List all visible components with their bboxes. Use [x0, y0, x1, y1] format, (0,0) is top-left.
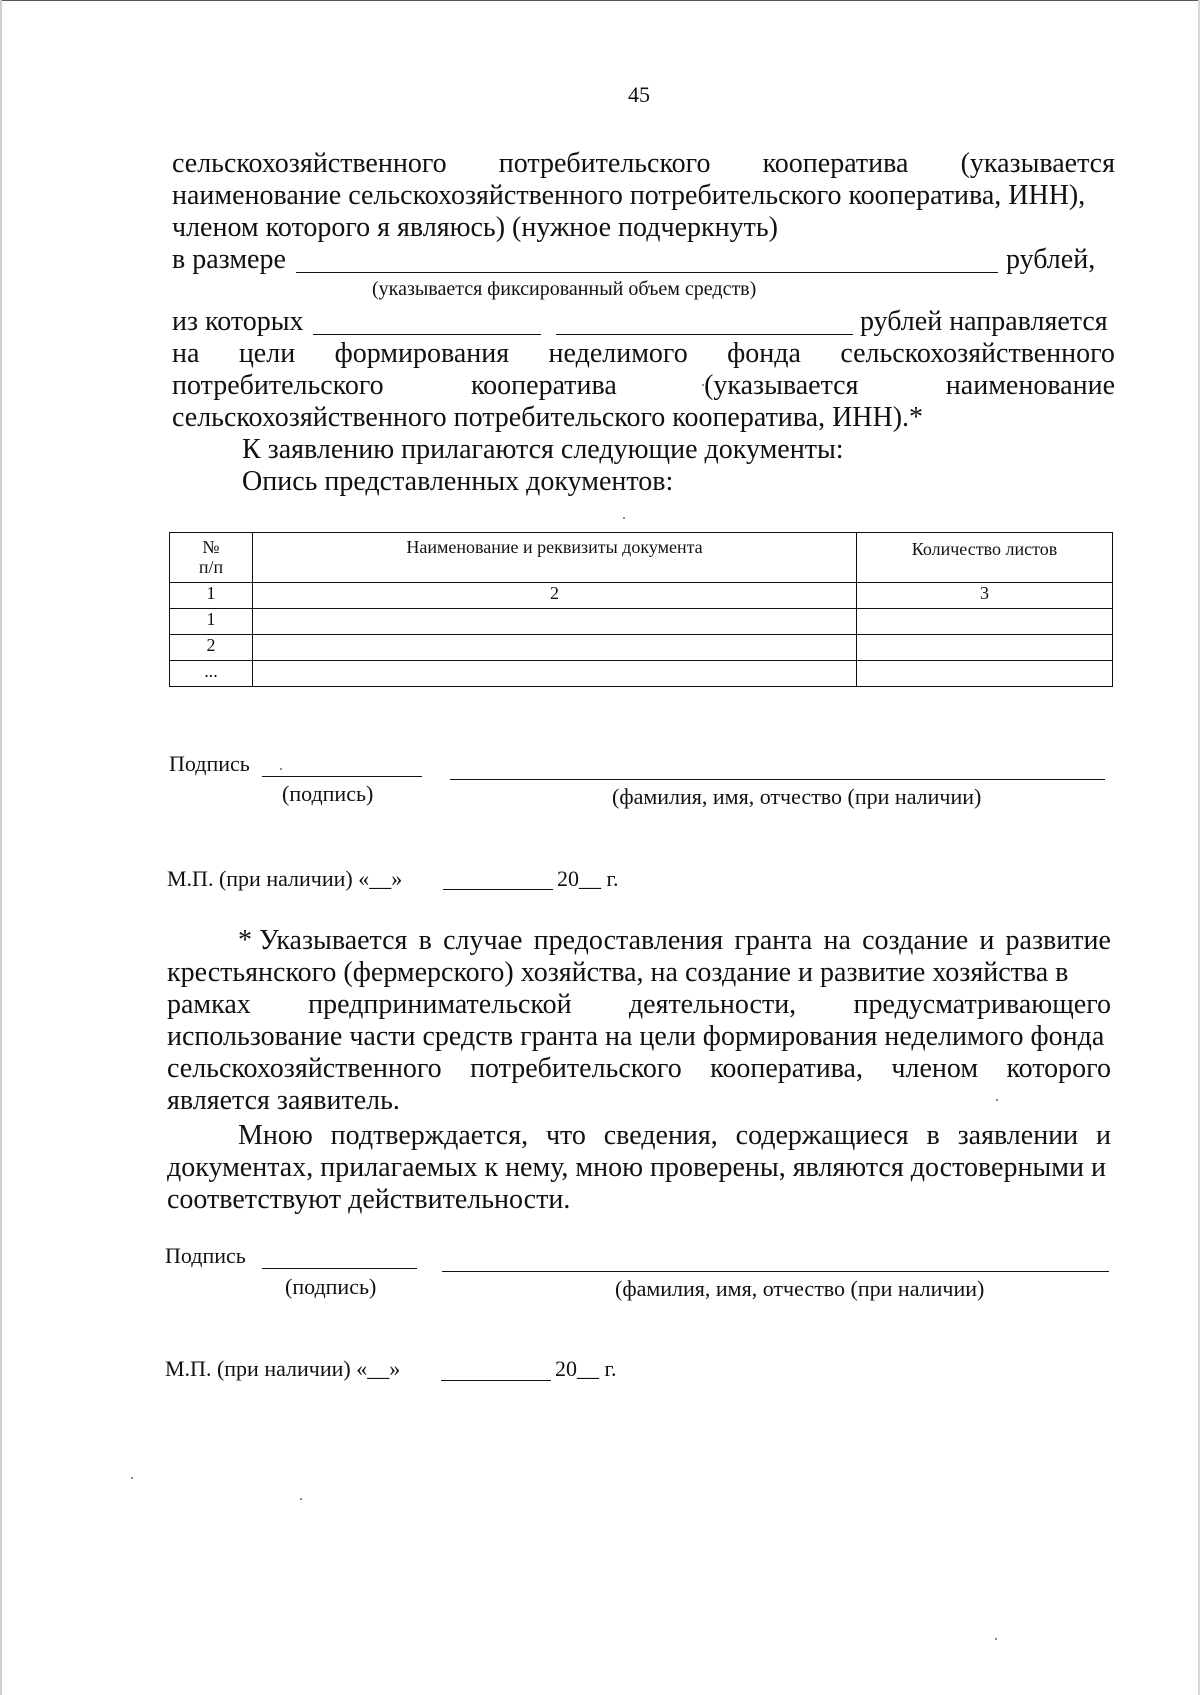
scan-speck — [995, 1638, 997, 1640]
table-cell: 1 — [170, 583, 253, 609]
confirmation-line-2: документах, прилагаемых к нему, мною проверены, являются достоверными и — [167, 1152, 1106, 1183]
word: сельскохозяйственного — [167, 1053, 442, 1084]
word: потребительского — [498, 148, 711, 179]
word: наименование — [945, 370, 1115, 401]
paragraph-1-line-2: наименование сельскохозяйственного потребительского кооператива, ИНН), — [172, 180, 1086, 211]
footnote-line-4: использование части средств гранта на цели формирования неделимого фонда — [167, 1021, 1105, 1052]
word: (указывается — [960, 148, 1115, 179]
scan-speck — [702, 384, 704, 386]
signature-2-label: Подпись — [165, 1243, 246, 1268]
word: Мною — [238, 1120, 313, 1151]
word: случае — [443, 925, 523, 956]
word: членом — [891, 1053, 979, 1084]
scan-edge-top — [0, 0, 1200, 1]
word: и — [1095, 1120, 1111, 1151]
word: в — [926, 1120, 940, 1151]
table-cell: 2 — [253, 583, 857, 609]
word: и — [979, 925, 995, 956]
table-cell — [857, 635, 1113, 661]
header-number — [170, 533, 253, 583]
word: содержащиеся — [735, 1120, 909, 1151]
word: потребительского — [172, 370, 384, 401]
table-row — [170, 635, 1113, 661]
scan-speck — [996, 1099, 998, 1101]
header-number-line-1: № — [202, 537, 220, 557]
word: цели — [238, 338, 296, 369]
word: гранта — [734, 925, 813, 956]
word: деятельности, — [628, 989, 797, 1020]
table-header-row — [170, 533, 1113, 583]
table-cell — [253, 635, 857, 661]
share-blank-line-1 — [313, 334, 541, 335]
stamp-2-date-line — [441, 1380, 551, 1381]
stamp-1-year: 20__ г. — [557, 866, 619, 891]
share-blank-line-2 — [556, 334, 853, 335]
scan-edge-left — [0, 0, 2, 1695]
word: предусматривающего — [853, 989, 1111, 1020]
signature-1-hint: (подпись) — [282, 781, 374, 806]
word: подтверждается, — [330, 1120, 529, 1151]
share-line-3 — [172, 370, 1115, 402]
signature-2-name-hint: (фамилия, имя, отчество (при наличии) — [615, 1276, 985, 1301]
table-row — [170, 609, 1113, 635]
word: в — [418, 925, 432, 956]
word: на — [172, 338, 200, 369]
stamp-2-text: М.П. (при наличии) «__» — [165, 1356, 401, 1381]
word: (указывается — [704, 370, 859, 401]
paragraph-1-line-1 — [172, 148, 1115, 180]
footnote-line-2: крестьянского (фермерского) хозяйства, на создание и развитие хозяйства в — [167, 957, 1069, 988]
signature-1-line — [262, 776, 422, 777]
table-cell — [857, 661, 1113, 687]
table-cell: 1 — [170, 609, 253, 635]
confirmation-line-3: соответствуют действительности. — [167, 1184, 571, 1215]
confirmation-line-1 — [238, 1120, 1111, 1152]
scan-speck — [131, 1477, 133, 1479]
header-number-line-2: п/п — [198, 557, 224, 577]
share-label: из которых — [172, 306, 304, 337]
word: предпринимательской — [308, 989, 572, 1020]
word: кооператива — [470, 370, 617, 401]
word: * Указывается — [238, 925, 408, 956]
amount-label: в размере — [172, 244, 286, 275]
word: неделимого — [548, 338, 688, 369]
table-cell: 2 — [170, 635, 253, 661]
stamp-1-text: М.П. (при наличии) «__» — [167, 866, 403, 891]
amount-hint: (указывается фиксированный объем средств) — [372, 278, 757, 300]
table-numbering-row — [170, 583, 1113, 609]
footnote-line-1 — [238, 925, 1111, 957]
word: кооператива, — [710, 1053, 863, 1084]
documents-table — [169, 532, 1113, 687]
scan-speck — [280, 768, 282, 770]
signature-2-hint: (подпись) — [285, 1274, 377, 1299]
footnote-line-3 — [167, 989, 1111, 1021]
signature-2-name-line — [442, 1271, 1109, 1272]
footnote-line-6: является заявитель. — [167, 1085, 400, 1116]
word: сельскохозяйственного — [840, 338, 1115, 369]
signature-1-name-hint: (фамилия, имя, отчество (при наличии) — [612, 784, 982, 809]
scan-speck — [623, 517, 625, 519]
table-cell — [857, 609, 1113, 635]
table-cell: 3 — [857, 583, 1113, 609]
signature-2-line — [262, 1268, 417, 1269]
word: рамках — [167, 989, 251, 1020]
word: предоставления — [533, 925, 724, 956]
amount-unit: рублей, — [1006, 244, 1096, 275]
share-line-4: сельскохозяйственного потребительского кооператива, ИНН).* — [172, 402, 924, 433]
word: сельскохозяйственного — [172, 148, 447, 179]
word: потребительского — [470, 1053, 682, 1084]
word: заявлении — [957, 1120, 1079, 1151]
signature-1-label: Подпись — [169, 751, 250, 776]
stamp-1-date-line — [443, 889, 553, 890]
word: которого — [1006, 1053, 1111, 1084]
share-suffix: рублей направляется — [860, 306, 1108, 337]
header-document-name: Наименование и реквизиты документа — [253, 533, 857, 583]
word: создание — [862, 925, 969, 956]
word: развитие — [1005, 925, 1111, 956]
paragraph-1-line-3: членом которого я являюсь) (нужное подчеркнуть) — [172, 212, 778, 243]
word: фонда — [727, 338, 801, 369]
share-line-2 — [172, 338, 1115, 370]
word: кооператива — [762, 148, 909, 179]
stamp-2-year: 20__ г. — [555, 1356, 617, 1381]
inventory-title: Опись представленных документов: — [242, 466, 674, 497]
amount-blank-line — [296, 272, 998, 273]
table-cell: ... — [170, 661, 253, 687]
signature-1-name-line — [450, 779, 1105, 780]
footnote-line-5 — [167, 1053, 1111, 1085]
word: сведения, — [603, 1120, 718, 1151]
word: формирования — [334, 338, 510, 369]
header-sheet-count: Количество листов — [857, 533, 1113, 583]
word: что — [545, 1120, 586, 1151]
scan-speck — [300, 1498, 302, 1500]
page-number: 45 — [628, 82, 650, 107]
word: на — [823, 925, 851, 956]
table-row — [170, 661, 1113, 687]
table-cell — [253, 661, 857, 687]
attachments-intro: К заявлению прилагаются следующие документы: — [242, 434, 844, 465]
table-cell — [253, 609, 857, 635]
